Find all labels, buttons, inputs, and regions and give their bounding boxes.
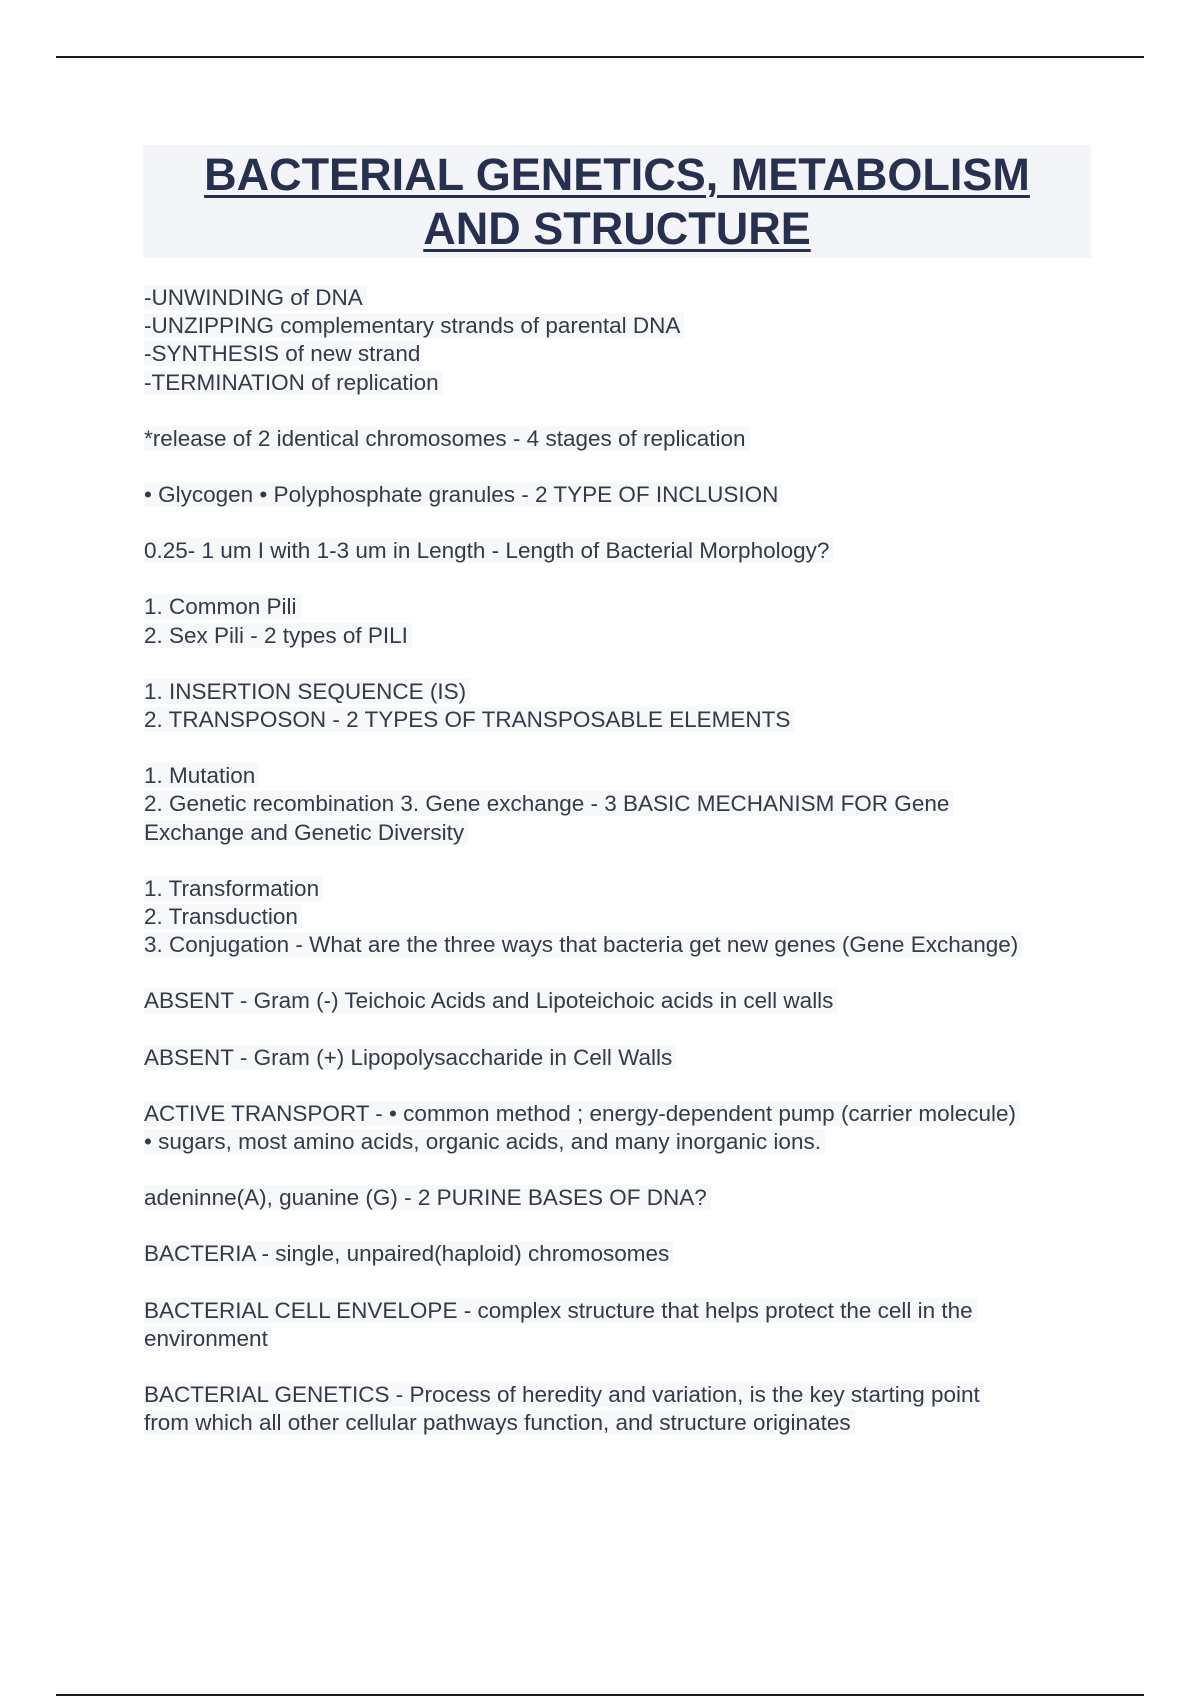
paragraph-replication-steps	[144, 284, 1104, 397]
paragraph-transposable-elements	[144, 678, 1104, 734]
paragraph-replication-stages	[144, 425, 1104, 453]
text-line: ABSENT - Gram (+) Lipopolysaccharide in Cell Walls	[144, 1045, 676, 1070]
text-line: -TERMINATION of replication	[144, 370, 443, 395]
text-line: BACTERIA - single, unpaired(haploid) chromosomes	[144, 1241, 673, 1266]
paragraph-bacteria-chromosomes	[144, 1240, 1104, 1268]
top-divider	[56, 56, 1144, 58]
text-line: ABSENT - Gram (-) Teichoic Acids and Lipoteichoic acids in cell walls	[144, 988, 837, 1013]
paragraph-gram-positive	[144, 1044, 1104, 1072]
title-line-1: BACTERIAL GENETICS, METABOLISM	[204, 149, 1030, 200]
text-line: 2. Transduction	[144, 904, 302, 929]
document-body	[144, 284, 1104, 1465]
paragraph-gram-negative	[144, 987, 1104, 1015]
text-line: -UNZIPPING complementary strands of parental DNA	[144, 313, 684, 338]
paragraph-bacterial-genetics	[144, 1381, 1104, 1437]
paragraph-morphology-length	[144, 537, 1104, 565]
text-line: Exchange and Genetic Diversity	[144, 820, 468, 845]
paragraph-purine-bases	[144, 1184, 1104, 1212]
text-line: adeninne(A), guanine (G) - 2 PURINE BASES OF DNA?	[144, 1185, 711, 1210]
text-line: 1. Common Pili	[144, 594, 301, 619]
text-line: 2. TRANSPOSON - 2 TYPES OF TRANSPOSABLE ELEMENTS	[144, 707, 794, 732]
text-line: -SYNTHESIS of new strand	[144, 341, 424, 366]
text-line: *release of 2 identical chromosomes - 4 stages of replication	[144, 426, 750, 451]
text-line: 0.25- 1 um I with 1-3 um in Length - Length of Bacterial Morphology?	[144, 538, 833, 563]
text-line: ACTIVE TRANSPORT - • common method ; energy-dependent pump (carrier molecule)	[144, 1101, 1020, 1126]
text-line: 1. INSERTION SEQUENCE (IS)	[144, 679, 470, 704]
paragraph-new-genes	[144, 875, 1104, 960]
text-line: • sugars, most amino acids, organic acids, and many inorganic ions.	[144, 1129, 825, 1154]
text-line: -UNWINDING of DNA	[144, 285, 367, 310]
bottom-divider	[56, 1694, 1144, 1696]
text-line: • Glycogen • Polyphosphate granules - 2 TYPE OF INCLUSION	[144, 482, 782, 507]
text-line: 2. Sex Pili - 2 types of PILI	[144, 623, 412, 648]
paragraph-active-transport	[144, 1100, 1104, 1156]
text-line: environment	[144, 1326, 272, 1351]
document-title	[143, 145, 1091, 258]
text-line: from which all other cellular pathways function, and structure originates	[144, 1410, 855, 1435]
text-line: 1. Transformation	[144, 876, 323, 901]
text-line: 1. Mutation	[144, 763, 259, 788]
text-line: 2. Genetic recombination 3. Gene exchange - 3 BASIC MECHANISM FOR Gene	[144, 791, 953, 816]
text-line: BACTERIAL GENETICS - Process of heredity and variation, is the key starting point	[144, 1382, 984, 1407]
paragraph-inclusions	[144, 481, 1104, 509]
paragraph-gene-exchange-mechanisms	[144, 762, 1104, 847]
title-line-2: AND STRUCTURE	[423, 203, 811, 254]
text-line: 3. Conjugation - What are the three ways that bacteria get new genes (Gene Exchange)	[144, 932, 1022, 957]
text-line: BACTERIAL CELL ENVELOPE - complex structure that helps protect the cell in the	[144, 1298, 977, 1323]
paragraph-cell-envelope	[144, 1297, 1104, 1353]
paragraph-pili	[144, 593, 1104, 649]
